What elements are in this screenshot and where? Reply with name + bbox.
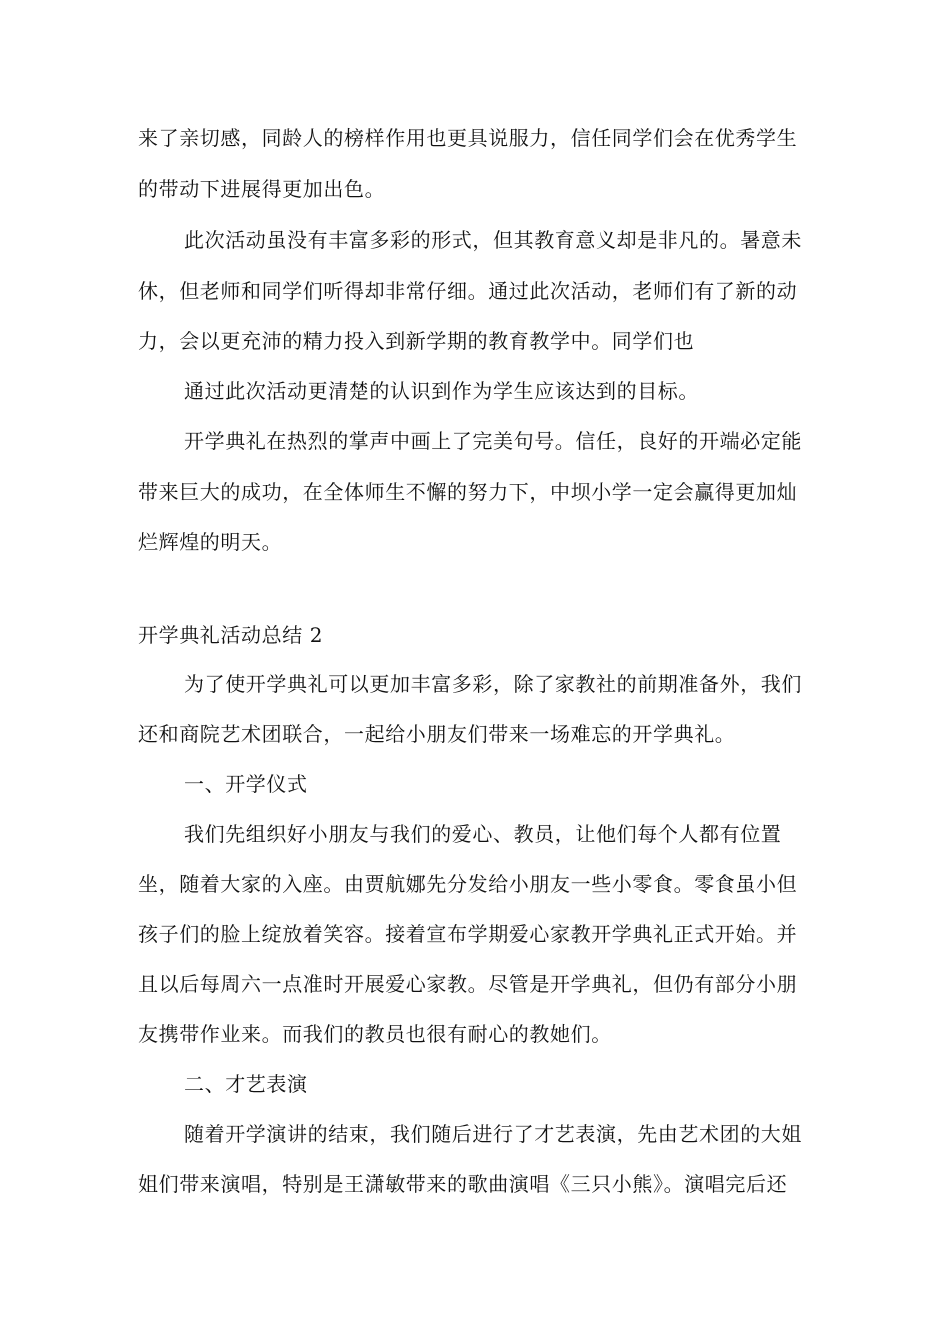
text-line: 带来巨大的成功，在全体师生不懈的努力下，中坝小学一定会赢得更加灿 [138,480,798,504]
paragraph-start: 随着开学演讲的结束，我们随后进行了才艺表演，先由艺术团的大姐 [184,1122,802,1146]
text-line: 来了亲切感，同龄人的榜样作用也更具说服力，信任同学们会在优秀学生 [138,126,798,150]
paragraph-start: 我们先组织好小朋友与我们的爱心、教员，让他们每个人都有位置 [184,822,782,846]
subsection-heading: 二、才艺表演 [184,1072,308,1096]
text-line: 姐们带来演唱，特别是王潇敏带来的歌曲演唱《三只小熊》。演唱完后还 [138,1172,788,1196]
text-line: 还和商院艺术团联合，一起给小朋友们带来一场难忘的开学典礼。 [138,722,736,746]
text-line: 友携带作业来。而我们的教员也很有耐心的教她们。 [138,1022,612,1046]
text-line: 的带动下进展得更加出色。 [138,177,386,201]
paragraph-start: 为了使开学典礼可以更加丰富多彩，除了家教社的前期准备外，我们 [184,672,802,696]
paragraph-start: 通过此次活动更清楚的认识到作为学生应该达到的目标。 [184,379,699,403]
paragraph-start: 开学典礼在热烈的掌声中画上了完美句号。信任，良好的开端必定能 [184,429,802,453]
text-line: 且以后每周六一点准时开展爱心家教。尽管是开学典礼，但仍有部分小朋 [138,972,798,996]
text-line: 坐，随着大家的入座。由贾航娜先分发给小朋友一些小零食。零食虽小但 [138,872,798,896]
text-line: 烂辉煌的明天。 [138,530,283,554]
text-line: 休，但老师和同学们听得却非常仔细。通过此次活动，老师们有了新的动 [138,279,798,303]
section-heading: 开学典礼活动总结 2 [138,623,324,647]
subsection-heading: 一、开学仪式 [184,772,308,796]
text-line: 孩子们的脸上绽放着笑容。接着宣布学期爱心家教开学典礼正式开始。并 [138,922,798,946]
text-line: 力，会以更充沛的精力投入到新学期的教育教学中。同学们也 [138,329,695,353]
paragraph-start: 此次活动虽没有丰富多彩的形式，但其教育意义却是非凡的。暑意未 [184,228,802,252]
